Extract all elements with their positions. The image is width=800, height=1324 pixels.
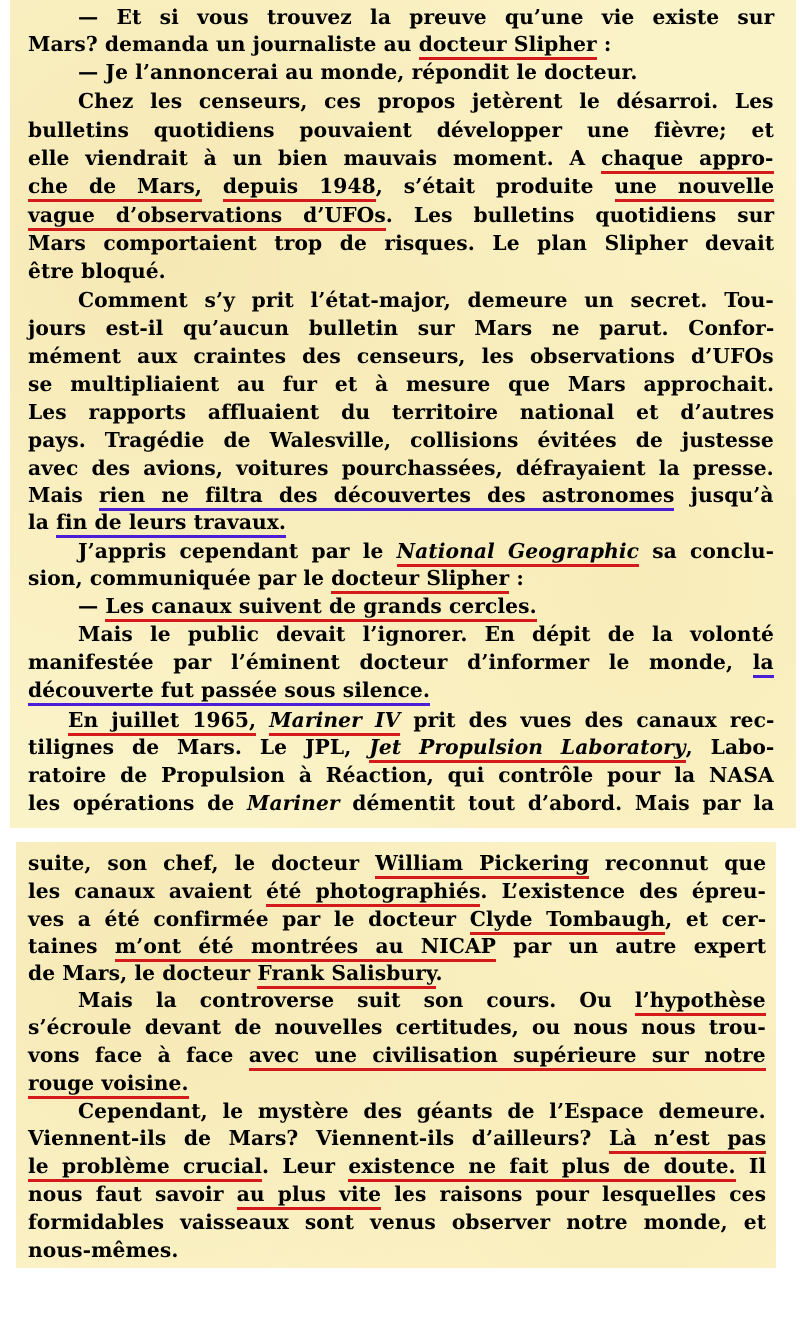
text-line: vague d’observations d’UFOs. Les bulletins quotidiens sur bbox=[28, 201, 774, 229]
underlined-phrase: découverte fut passée sous silence. bbox=[28, 678, 430, 706]
underlined-phrase: En juillet 1965, bbox=[68, 708, 256, 736]
underlined-phrase: Les canaux suivent de grands cercles. bbox=[105, 594, 536, 622]
text-line: être bloqué. bbox=[28, 259, 166, 283]
text-line: formidables vaisseaux sont venus observer notre monde, et bbox=[28, 1210, 767, 1234]
text-line: bulletins quotidiens pouvaient développer une fièvre; et bbox=[28, 118, 774, 142]
text-line: tilignes de Mars. Le JPL, Jet Propulsion Laboratory, Labo- bbox=[28, 733, 774, 761]
text-line: pays. Tragédie de Walesville, collisions évitées de justesse bbox=[28, 428, 774, 452]
underlined-phrase: fin de leurs travaux. bbox=[56, 510, 286, 538]
text-line: che de Mars, depuis 1948, s’était produite une nouvelle bbox=[28, 172, 774, 200]
text-line: Les rapports affluaient du territoire national et d’autres bbox=[28, 400, 775, 424]
underlined-phrase: au plus vite bbox=[237, 1182, 381, 1210]
text-line: vons face à face avec une civilisation supérieure sur notre bbox=[28, 1041, 766, 1069]
underlined-phrase: une nouvelle bbox=[615, 174, 775, 202]
text-line bbox=[28, 1069, 189, 1097]
text-line: elle viendrait à un bien mauvais moment. A chaque appro- bbox=[28, 144, 774, 172]
underlined-phrase: depuis 1948 bbox=[223, 174, 376, 202]
underlined-phrase: Là n’est pas bbox=[609, 1126, 766, 1154]
underlined-phrase: vague d’observations d’UFOs bbox=[28, 203, 386, 231]
underlined-phrase: rien ne filtra des découvertes des astronomes bbox=[99, 483, 674, 511]
text-line: s’écroule devant de nouvelles certitudes, ou nous nous trou- bbox=[28, 1015, 766, 1039]
text-line: ves a été confirmée par le docteur Clyde Tombaugh, et cer- bbox=[28, 905, 766, 933]
underlined-phrase: l’hypothèse bbox=[635, 988, 766, 1016]
text-line: avec des avions, voitures pourchassées, défrayaient la presse. bbox=[28, 456, 774, 480]
underlined-phrase: che de Mars, bbox=[28, 174, 202, 202]
text-line: J’appris cependant par le National Geographic sa conclu- bbox=[78, 537, 774, 565]
text-line: Mars? demanda un journaliste au docteur Slipher : bbox=[28, 30, 611, 58]
underlined-phrase: le problème crucial bbox=[28, 1154, 262, 1182]
text-line: ratoire de Propulsion à Réaction, qui contrôle pour la NASA bbox=[28, 763, 774, 787]
text-line: mément aux craintes des censeurs, les observations d’UFOs bbox=[28, 344, 774, 368]
text-line: le problème crucial. Leur existence ne fait plus de doute. Il bbox=[28, 1152, 766, 1180]
text-line: — Les canaux suivent de grands cercles. bbox=[78, 592, 537, 620]
text-line: suite, son chef, le docteur William Pickering reconnut que bbox=[28, 849, 766, 877]
underlined-phrase: été photographiés bbox=[266, 879, 480, 907]
text-line: Cependant, le mystère des géants de l’Espace demeure. bbox=[78, 1099, 766, 1123]
text-line: Comment s’y prit l’état-major, demeure un secret. Tou- bbox=[78, 288, 774, 312]
underlined-phrase: docteur Slipher bbox=[331, 566, 509, 594]
text-line: la fin de leurs travaux. bbox=[28, 508, 286, 536]
text-line: jours est-il qu’aucun bulletin sur Mars ne parut. Confor- bbox=[28, 316, 775, 340]
underlined-phrase: avec une civilisation supérieure sur notre bbox=[249, 1043, 766, 1071]
underlined-phrase: Mariner IV bbox=[269, 708, 400, 736]
text-line: nous-mêmes. bbox=[28, 1238, 179, 1262]
underlined-phrase: rouge voisine. bbox=[28, 1071, 189, 1099]
underlined-phrase: docteur Slipher bbox=[419, 32, 597, 60]
underlined-phrase: Frank Salisbury bbox=[257, 961, 435, 989]
underlined-phrase: Clyde Tombaugh bbox=[470, 907, 665, 935]
text-line: Mars comportaient trop de risques. Le plan Slipher devait bbox=[28, 231, 775, 255]
text-line: Viennent-ils de Mars? Viennent-ils d’ailleurs? Là n’est pas bbox=[28, 1124, 766, 1152]
text-line: — Et si vous trouvez la preuve qu’une vie existe sur bbox=[78, 5, 775, 29]
clipping-gap bbox=[0, 828, 800, 842]
underlined-phrase: existence ne fait plus de doute. bbox=[348, 1154, 735, 1182]
text-line: Mais rien ne filtra des découvertes des astronomes jusqu’à bbox=[28, 481, 774, 509]
text-line bbox=[28, 676, 430, 704]
text-line: — Je l’annoncerai au monde, répondit le docteur. bbox=[78, 60, 638, 84]
underlined-phrase: Jet Propulsion Laboratory bbox=[369, 735, 685, 763]
underlined-phrase: chaque appro- bbox=[601, 146, 773, 174]
underlined-phrase: National Geographic bbox=[397, 539, 639, 567]
underlined-phrase: la bbox=[753, 650, 774, 678]
underlined-phrase: m’ont été montrées au NICAP bbox=[115, 934, 496, 962]
text-line: Chez les censeurs, ces propos jetèrent le désarroi. Les bbox=[78, 89, 774, 113]
underlined-phrase: William Pickering bbox=[375, 851, 589, 879]
text-line: de Mars, le docteur Frank Salisbury. bbox=[28, 959, 443, 987]
text-line: se multipliaient au fur et à mesure que Mars approchait. bbox=[28, 372, 775, 396]
text-line: Mais le public devait l’ignorer. En dépit de la volonté bbox=[78, 622, 774, 646]
text-line: les opérations de Mariner démentit tout d’abord. Mais par la bbox=[28, 791, 775, 815]
text-line: taines m’ont été montrées au NICAP par un autre expert bbox=[28, 932, 766, 960]
text-line: En juillet 1965, Mariner IV prit des vues des canaux rec- bbox=[68, 706, 774, 734]
text-line: Mais la controverse suit son cours. Ou l’hypothèse bbox=[78, 986, 766, 1014]
text-line: nous faut savoir au plus vite les raisons pour lesquelles ces bbox=[28, 1180, 766, 1208]
text-line: les canaux avaient été photographiés. L’existence des épreu- bbox=[28, 877, 766, 905]
text-line: manifestée par l’éminent docteur d’informer le monde, la bbox=[28, 648, 774, 676]
text-line: sion, communiquée par le docteur Slipher : bbox=[28, 564, 524, 592]
